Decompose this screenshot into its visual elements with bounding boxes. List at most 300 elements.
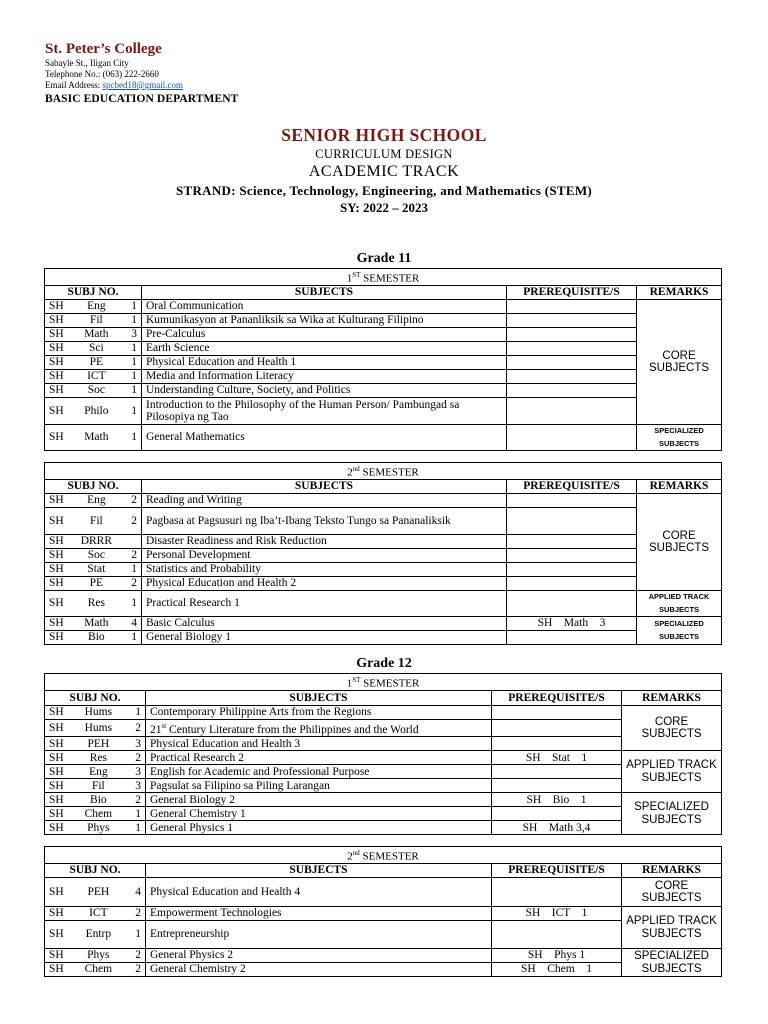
subject-row <box>45 563 722 577</box>
code-area: Hums <box>84 722 113 735</box>
code-number: 2 <box>135 963 141 976</box>
code-area: Math <box>84 328 109 341</box>
code-prefix: SH <box>49 384 64 397</box>
subject-code <box>49 928 141 941</box>
prerequisite <box>507 591 637 617</box>
subject-code <box>49 314 137 327</box>
subject-code-cell <box>45 342 142 356</box>
code-number: 1 <box>131 384 137 397</box>
subject-code-cell <box>45 508 142 535</box>
code-number: 4 <box>135 885 141 898</box>
subject-code <box>49 342 137 355</box>
code-area: Res <box>87 597 105 610</box>
code-area: Eng <box>87 494 106 507</box>
subject-code-cell <box>45 921 146 949</box>
col-header-remarks: REMARKS <box>622 691 722 706</box>
code-number: 2 <box>135 949 141 962</box>
column-header-row <box>45 691 722 706</box>
col-header-subjects: SUBJECTS <box>142 480 507 494</box>
code-number: 3 <box>135 737 141 750</box>
prerequisite <box>507 494 637 508</box>
prerequisite <box>492 720 622 737</box>
subject-row <box>45 549 722 563</box>
subject-name: General Physics 2 <box>146 949 492 963</box>
code-area: Chem <box>84 963 113 976</box>
subject-code-cell <box>45 963 146 977</box>
code-prefix: SH <box>49 563 64 576</box>
subject-code <box>49 577 137 590</box>
col-header-prerequisites: PREREQUISITE/S <box>492 691 622 706</box>
subject-name: Entrepreneurship <box>146 921 492 949</box>
subject-code-cell <box>45 314 142 328</box>
subject-code-cell <box>45 779 146 793</box>
code-prefix: SH <box>49 549 64 562</box>
semester-ordinal: ST <box>352 676 361 684</box>
subject-row <box>45 342 722 356</box>
prerequisite: SH ICT 1 <box>492 907 622 921</box>
track-heading: ACADEMIC TRACK <box>308 163 460 180</box>
code-area: Bio <box>90 793 107 806</box>
semester-label <box>45 847 722 864</box>
prerequisite: SH Stat 1 <box>492 751 622 765</box>
subject-name: Introduction to the Philosophy of the Human Person/ Pambungad sa Pilosopiya ng Tao <box>142 398 507 425</box>
semester-label <box>45 674 722 691</box>
school-year: SY: 2022 – 2023 <box>339 200 428 215</box>
semester-word: SEMESTER <box>360 272 420 285</box>
code-prefix: SH <box>49 793 64 806</box>
code-prefix: SH <box>49 328 64 341</box>
subject-code <box>49 431 137 444</box>
prerequisite: SH Math 3,4 <box>492 821 622 835</box>
prerequisite <box>507 314 637 328</box>
subject-name: General Physics 1 <box>146 821 492 835</box>
subject-code <box>49 631 137 644</box>
col-header-subj-no: SUBJ NO. <box>45 480 142 494</box>
code-number: 2 <box>131 577 137 590</box>
grade-12-sem-2-table <box>44 846 722 977</box>
code-area: Chem <box>84 807 113 820</box>
curriculum-design-heading: CURRICULUM DESIGN <box>315 147 453 161</box>
subject-code <box>49 949 141 962</box>
subject-name: Physical Education and Health 4 <box>146 878 492 907</box>
code-area: Fil <box>89 314 103 327</box>
subject-code-cell <box>45 765 146 779</box>
subject-code-cell <box>45 720 146 737</box>
email-label: Email Address: <box>45 80 101 90</box>
prerequisite <box>507 356 637 370</box>
subject-code-cell <box>45 591 142 617</box>
strand-heading: STRAND: Science, Technology, Engineering, and Mathematics (STEM) <box>175 183 593 198</box>
col-header-subjects: SUBJECTS <box>146 691 492 706</box>
col-header-remarks: REMARKS <box>622 864 722 878</box>
college-name: St. Peter’s College <box>45 41 162 57</box>
subject-name: Reading and Writing <box>142 494 507 508</box>
prerequisite <box>492 878 622 907</box>
subject-code <box>49 597 137 610</box>
code-prefix: SH <box>49 370 64 383</box>
subject-code-cell <box>45 706 146 720</box>
remarks-specialized-subjects: SPECIALIZED SUBJECTS <box>637 617 722 645</box>
code-number: 2 <box>135 751 141 764</box>
col-header-prerequisites: PREREQUISITE/S <box>507 286 637 300</box>
code-area: PE <box>89 356 104 369</box>
code-prefix: SH <box>49 928 64 941</box>
code-area: ICT <box>87 370 106 383</box>
code-prefix: SH <box>49 577 64 590</box>
prerequisite <box>492 807 622 821</box>
code-area: Math <box>84 431 109 444</box>
subject-code <box>49 549 137 562</box>
college-telephone: Telephone No.: (063) 222-2660 <box>45 69 159 79</box>
code-area: Soc <box>87 384 105 397</box>
remarks-core-subjects: CORE SUBJECTS <box>622 878 722 907</box>
semester-label <box>45 463 722 480</box>
code-area: DRRR <box>80 535 113 548</box>
subject-name: General Chemistry 1 <box>146 807 492 821</box>
subject-code <box>49 907 141 920</box>
semester-ordinal: nd <box>352 465 360 473</box>
subject-code <box>49 515 137 528</box>
subject-code-cell <box>45 751 146 765</box>
prerequisite <box>492 921 622 949</box>
subject-code-cell <box>45 793 146 807</box>
subject-name: Practical Research 2 <box>146 751 492 765</box>
subject-code <box>49 494 137 507</box>
subject-code-cell <box>45 398 142 425</box>
semester-number: 1 <box>346 272 353 285</box>
semester-ordinal: nd <box>352 849 360 857</box>
code-prefix: SH <box>49 751 64 764</box>
semester-header-row <box>45 463 722 480</box>
subject-name: Physical Education and Health 1 <box>142 356 507 370</box>
prerequisite <box>507 384 637 398</box>
subject-code-cell <box>45 821 146 835</box>
subject-row <box>45 300 722 314</box>
subject-row <box>45 878 722 907</box>
subject-code-cell <box>45 370 142 384</box>
grade-12-sem-1-table <box>44 673 722 835</box>
prerequisite <box>507 577 637 591</box>
code-number: 1 <box>131 300 137 313</box>
prerequisite <box>507 342 637 356</box>
col-header-remarks: REMARKS <box>637 286 722 300</box>
col-header-subjects: SUBJECTS <box>146 864 492 878</box>
code-number: 1 <box>135 706 141 719</box>
subject-code-cell <box>45 563 142 577</box>
prerequisite: SH Math 3 <box>507 617 637 631</box>
code-number: 2 <box>131 514 137 527</box>
subject-row <box>45 591 722 617</box>
code-number: 4 <box>131 617 137 630</box>
code-prefix: SH <box>49 706 64 719</box>
prerequisite <box>507 370 637 384</box>
code-area: Sci <box>89 342 104 355</box>
subject-code-cell <box>45 737 146 751</box>
code-area: Bio <box>88 631 105 644</box>
code-prefix: SH <box>49 885 64 898</box>
subject-code <box>49 328 137 341</box>
code-area: Philo <box>84 404 109 417</box>
code-prefix: SH <box>49 949 64 962</box>
code-area: PEH <box>87 737 110 750</box>
remarks-specialized-subjects: SPECIALIZED SUBJECTS <box>622 793 722 835</box>
subject-code <box>49 617 137 630</box>
code-number: 1 <box>131 404 137 417</box>
subject-name: Oral Communication <box>142 300 507 314</box>
prerequisite <box>492 779 622 793</box>
grade-12-title: Grade 12 <box>356 656 412 671</box>
subject-code <box>49 356 137 369</box>
subject-name: Basic Calculus <box>142 617 507 631</box>
code-prefix: SH <box>49 821 64 834</box>
subject-name: English for Academic and Professional Purpose <box>146 765 492 779</box>
subject-code-cell <box>45 949 146 963</box>
code-prefix: SH <box>49 356 64 369</box>
subject-code-cell <box>45 617 142 631</box>
email-link[interactable]: spcbed18@gmail.com <box>102 80 184 90</box>
prerequisite: SH Phys 1 <box>492 949 622 963</box>
col-header-prerequisites: PREREQUISITE/S <box>507 480 637 494</box>
code-area: Math <box>84 617 109 630</box>
subject-row <box>45 314 722 328</box>
semester-word: SEMESTER <box>359 466 419 479</box>
code-number: 1 <box>131 370 137 383</box>
subject-name: Media and Information Literacy <box>142 370 507 384</box>
remarks-applied-subjects: APPLIED TRACK SUBJECTS <box>622 751 722 793</box>
school-level-title: SENIOR HIGH SCHOOL <box>281 125 487 145</box>
subject-code-cell <box>45 631 142 645</box>
semester-header-row <box>45 269 722 286</box>
subject-code <box>49 384 137 397</box>
code-prefix: SH <box>49 535 64 548</box>
subject-row <box>45 720 722 737</box>
code-prefix: SH <box>49 737 64 750</box>
code-number: 3 <box>131 328 137 341</box>
column-header-row <box>45 864 722 878</box>
code-number: 1 <box>135 807 141 820</box>
subject-row <box>45 907 722 921</box>
grade-11-title: Grade 11 <box>356 251 412 266</box>
prerequisite: SH Chem 1 <box>492 963 622 977</box>
code-number: 1 <box>131 356 137 369</box>
subject-code <box>49 706 141 719</box>
subject-code <box>49 822 141 835</box>
subject-name: General Mathematics <box>142 425 507 451</box>
code-number: 1 <box>135 821 141 834</box>
remarks-core-subjects: CORE SUBJECTS <box>637 494 722 591</box>
subject-row <box>45 370 722 384</box>
remarks-specialized-subjects: SPECIALIZED SUBJECTS <box>637 425 722 451</box>
prerequisite <box>507 425 637 451</box>
semester-header-row <box>45 674 722 691</box>
subject-name: General Biology 1 <box>142 631 507 645</box>
code-number: 2 <box>135 793 141 806</box>
prerequisite: SH Bio 1 <box>492 793 622 807</box>
subject-row <box>45 963 722 977</box>
subject-code <box>49 405 137 418</box>
col-header-prerequisites: PREREQUISITE/S <box>492 864 622 878</box>
subject-row <box>45 577 722 591</box>
code-number: 1 <box>131 563 137 576</box>
college-email <box>45 80 345 91</box>
remarks-specialized-subjects: SPECIALIZED SUBJECTS <box>622 949 722 977</box>
code-area: Phys <box>87 949 110 962</box>
code-area: ICT <box>89 907 108 920</box>
code-prefix: SH <box>49 779 64 792</box>
subject-row <box>45 821 722 835</box>
remarks-applied-subjects: APPLIED TRACK SUBJECTS <box>637 591 722 617</box>
subject-row <box>45 617 722 631</box>
col-header-subj-no: SUBJ NO. <box>45 286 142 300</box>
subject-code-cell <box>45 356 142 370</box>
subject-code-cell <box>45 878 146 907</box>
subject-name: Pagsulat sa Filipino sa Piling Larangan <box>146 779 492 793</box>
subject-row <box>45 921 722 949</box>
code-prefix: SH <box>49 907 64 920</box>
subject-row <box>45 737 722 751</box>
semester-header-row <box>45 847 722 864</box>
code-number: 1 <box>131 597 137 610</box>
subject-name: 21st Century Literature from the Philippines and the World <box>146 720 492 737</box>
subject-name: Disaster Readiness and Risk Reduction <box>142 535 507 549</box>
column-header-row <box>45 286 722 300</box>
subject-code <box>49 535 137 548</box>
code-area: Hums <box>84 706 113 719</box>
subject-code-cell <box>45 384 142 398</box>
subject-code-cell <box>45 549 142 563</box>
grade-11-sem-1-table <box>44 268 722 451</box>
subject-name: Physical Education and Health 3 <box>146 737 492 751</box>
prerequisite <box>492 737 622 751</box>
code-prefix: SH <box>49 722 64 735</box>
subject-code-cell <box>45 494 142 508</box>
subject-name: Earth Science <box>142 342 507 356</box>
subject-code <box>49 722 141 735</box>
subject-code-cell <box>45 328 142 342</box>
semester-number: 2 <box>347 466 353 479</box>
prerequisite <box>507 398 637 425</box>
code-area: Eng <box>89 765 108 778</box>
subject-code <box>49 963 141 976</box>
subject-name: Physical Education and Health 2 <box>142 577 507 591</box>
code-number: 2 <box>131 494 137 507</box>
code-prefix: SH <box>49 963 64 976</box>
code-prefix: SH <box>49 807 64 820</box>
subject-row <box>45 356 722 370</box>
code-prefix: SH <box>49 765 64 778</box>
grade-11-sem-2-table <box>44 462 722 645</box>
col-header-subj-no: SUBJ NO. <box>45 864 146 878</box>
code-prefix: SH <box>49 494 64 507</box>
col-header-subjects: SUBJECTS <box>142 286 507 300</box>
code-number: 2 <box>135 722 141 735</box>
subject-code-cell <box>45 807 146 821</box>
code-area: Phys <box>87 821 110 834</box>
prerequisite <box>507 549 637 563</box>
subject-code <box>49 766 141 779</box>
subject-row <box>45 631 722 645</box>
prerequisite <box>507 508 637 535</box>
code-number: 1 <box>135 928 141 941</box>
code-number: 3 <box>135 779 141 792</box>
code-area: Res <box>89 751 107 764</box>
subject-row <box>45 779 722 793</box>
subject-name: Empowerment Technologies <box>146 907 492 921</box>
code-number: 2 <box>131 549 137 562</box>
subject-code-cell <box>45 425 142 451</box>
code-prefix: SH <box>49 597 64 610</box>
code-prefix: SH <box>49 404 64 417</box>
subject-name: General Chemistry 2 <box>146 963 492 977</box>
prerequisite <box>492 765 622 779</box>
subject-name: Pagbasa at Pagsusuri ng Iba’t-Ibang Teksto Tungo sa Pananaliksik <box>142 508 507 535</box>
subject-row <box>45 398 722 425</box>
remarks-core-subjects: CORE SUBJECTS <box>637 300 722 425</box>
subject-name: Personal Development <box>142 549 507 563</box>
subject-name: Pre-Calculus <box>142 328 507 342</box>
subject-row <box>45 535 722 549</box>
subject-row <box>45 494 722 508</box>
code-prefix: SH <box>49 514 64 527</box>
prerequisite <box>507 563 637 577</box>
subject-row <box>45 425 722 451</box>
subject-row <box>45 508 722 535</box>
subject-row <box>45 384 722 398</box>
prerequisite <box>507 328 637 342</box>
subject-name: General Biology 2 <box>146 793 492 807</box>
subject-name: Practical Research 1 <box>142 591 507 617</box>
code-number: 1 <box>131 314 137 327</box>
col-header-remarks: REMARKS <box>637 480 722 494</box>
code-area: Fil <box>89 514 103 527</box>
prerequisite <box>507 535 637 549</box>
code-prefix: SH <box>49 617 64 630</box>
subject-row <box>45 793 722 807</box>
subject-code <box>49 752 141 765</box>
prerequisite <box>507 631 637 645</box>
col-header-subj-no: SUBJ NO. <box>45 691 146 706</box>
semester-word: SEMESTER <box>360 677 420 690</box>
subject-row <box>45 706 722 720</box>
code-number: 1 <box>131 431 137 444</box>
code-prefix: SH <box>49 314 64 327</box>
semester-label <box>45 269 722 286</box>
subject-name: Understanding Culture, Society, and Politics <box>142 384 507 398</box>
remarks-applied-subjects: APPLIED TRACK SUBJECTS <box>622 907 722 949</box>
subject-row <box>45 328 722 342</box>
prerequisite <box>492 706 622 720</box>
subject-code <box>49 370 137 383</box>
subject-row <box>45 807 722 821</box>
semester-number: 2 <box>347 850 353 863</box>
subject-code <box>49 886 141 899</box>
subject-code <box>49 738 141 751</box>
subject-code <box>49 808 141 821</box>
code-area: Stat <box>87 563 106 576</box>
remarks-core-subjects: CORE SUBJECTS <box>622 706 722 751</box>
code-prefix: SH <box>49 431 64 444</box>
code-area: Entrp <box>85 928 112 941</box>
subject-name: Kumunikasyon at Pananliksik sa Wika at Kulturang Filipino <box>142 314 507 328</box>
subject-row <box>45 751 722 765</box>
semester-number: 1 <box>346 677 353 690</box>
code-prefix: SH <box>49 631 64 644</box>
subject-name: Contemporary Philippine Arts from the Regions <box>146 706 492 720</box>
code-area: Eng <box>87 300 106 313</box>
subject-code <box>49 780 141 793</box>
subject-code-cell <box>45 535 142 549</box>
code-prefix: SH <box>49 300 64 313</box>
